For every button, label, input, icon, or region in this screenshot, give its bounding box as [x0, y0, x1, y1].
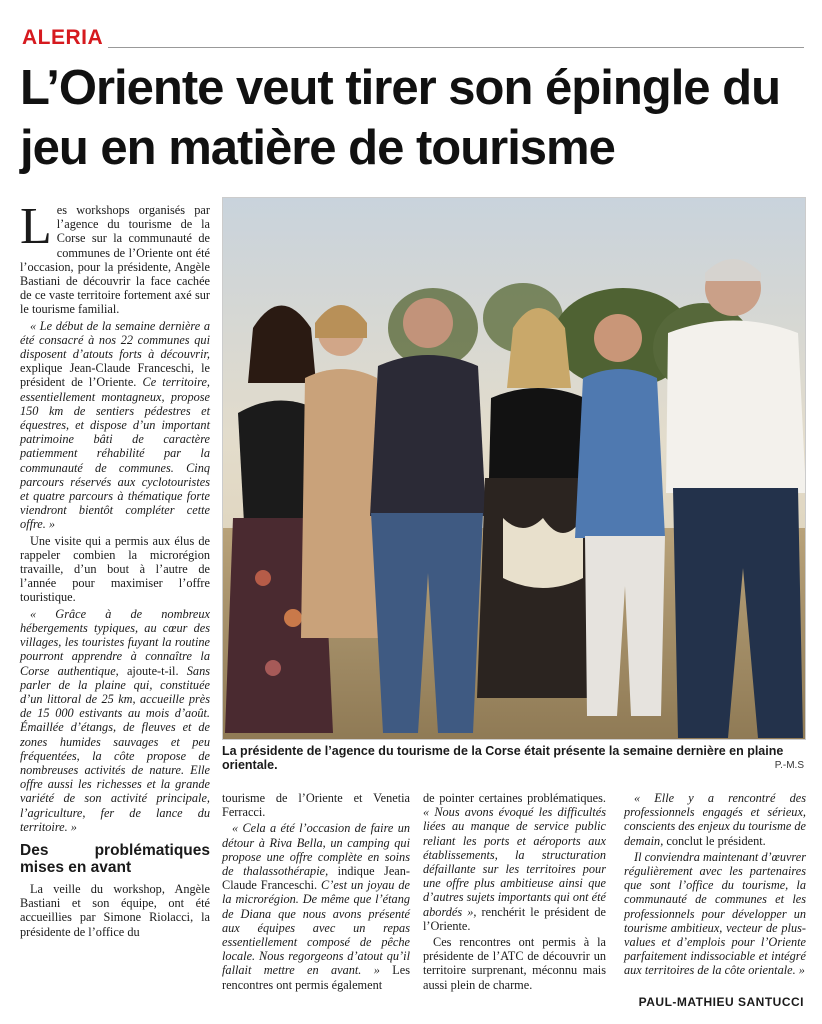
- attribution: conclut le président.: [663, 833, 766, 848]
- quote: Ce territoire, essentiellement montagneux, propose 150 km de sentiers pédestres et équestres, et dispose d’un important patrimoine bâti de caractère patiemment réhabilité par la communauté de communes. Cinq parcours réservés aux cyclotouristes et quatre parcours à thématique forte viendront bientôt compléter cette offre. »: [20, 375, 210, 532]
- group-photo-illustration: [223, 198, 806, 740]
- quote: Il conviendra maintenant d’œuvrer régulièrement avec les partenaires que sont l’office du tourisme, la communauté de communes et les professionnels pour développer un tourisme ambitieux, vecteur de plus-values et d’emplois pour l’Oriente parfaitement indissociable et intégré aux territoires de la côte orientale. »: [624, 849, 807, 978]
- quote: Sans parler de la plaine qui, constituée d’un littoral de 25 km, accueille près de 15 000 estivants au mois d’août. Émaillée d’étangs, de fleuves et de zones humides sauvages et peu fréquentées, la côte propose de nombreuses activités de nature. Elle offre aussi les richesses et la grande variété de son activité principale, l’agriculture, fer de lance du territoire. »: [20, 663, 210, 834]
- lead-paragraph: [20, 198, 210, 317]
- attribution: ajoute-t-il.: [118, 663, 187, 678]
- attribution: renchérit le président de l’Oriente.: [423, 904, 607, 933]
- quote: « Nous avons évoqué les difficultés liées au manque de service public reliant les ports et aéroports aux établissements, la structuration défaillante sur les territoires pour une offre plus ambitieuse ainsi que d’autres sujets importants qui ont été abordés »,: [423, 805, 606, 919]
- dropcap: L: [20, 198, 52, 255]
- paragraph: [423, 791, 606, 933]
- quote: C’est un joyau de la microrégion. De même que l’étang de Diana que nous avons présenté aux équipes avec un repas essentiellement composé de pêche locale. Nous regorgeons d’atout qu’il fallait mettre en avant. »: [222, 878, 410, 978]
- quote: « Elle y a rencontré des professionnels engagés et sérieux, conscients des enjeux du tourisme de demain,: [624, 791, 807, 848]
- quote: « Grâce à de nombreux hébergements typiques, au cœur des villages, les touristes fuyant la routine pourront apprendre à connaître la Corse authentique,: [20, 606, 210, 678]
- paragraph-text: de pointer certaines problématiques.: [423, 791, 606, 805]
- photo-credit: P.-M.S: [774, 760, 804, 771]
- paragraph: [222, 821, 410, 991]
- quote: « Cela a été l’occasion de faire un détour à Riva Bella, un camping qui propose une offre complète en soins de thalassothérapie,: [222, 821, 410, 879]
- paragraph: La veille du workshop, Angèle Bastiani et son équipe, ont été accueillies par Simone Riolacci, la présidente de l’office du: [20, 881, 210, 939]
- paragraph: tourisme de l’Oriente et Venetia Ferracci.: [222, 791, 410, 820]
- article-column-3: [423, 791, 606, 994]
- headline: L’Oriente veut tirer son épingle du jeu en matière de tourisme: [20, 61, 781, 175]
- author-signature: PAUL-MATHIEU SANTUCCI: [638, 995, 804, 1009]
- paragraph: [20, 607, 210, 834]
- paragraph-text: Les rencontres ont permis également: [222, 963, 410, 992]
- paragraph: [624, 791, 806, 848]
- attribution: explique Jean-Claude Franceschi, le président de l’Oriente.: [20, 361, 210, 390]
- attribution: indique Jean-Claude Franceschi.: [222, 864, 411, 893]
- section-kicker: ALERIA: [22, 26, 104, 49]
- lead-text: es workshops organisés par l’agence du tourisme de la Corse sur la communauté de communes de l’Oriente ont été l’occasion, pour la présidente, Angèle Bastiani de découvrir la face cachée de ce vaste territoire fortement axé sur le tourisme familial.: [20, 203, 210, 317]
- kicker-rule: [108, 47, 804, 48]
- paragraph: [20, 319, 210, 532]
- group-photo: [222, 197, 806, 740]
- article-column-2: [222, 791, 410, 994]
- paragraph: [624, 850, 806, 978]
- article-column-4: [624, 791, 806, 980]
- photo-caption: La présidente de l’agence du tourisme de la Corse était présente la semaine dernière en plaine orientale.: [222, 744, 784, 772]
- paragraph: Ces rencontres ont permis à la présidente de l’ATC de découvrir un territoire surprenant, méconnu mais aussi plein de charme.: [423, 935, 606, 992]
- quote: « Le début de la semaine dernière a été consacré à nos 22 communes qui disposent d’atouts forts à découvrir,: [20, 318, 210, 362]
- subheading: Des problématiques mises en avant: [20, 841, 210, 876]
- article-column-1: [20, 198, 210, 941]
- paragraph: Une visite qui a permis aux élus de rappeler combien la microrégion travaille, d’un bout à l’autre de l’année pour maximiser l’offre touristique.: [20, 533, 210, 605]
